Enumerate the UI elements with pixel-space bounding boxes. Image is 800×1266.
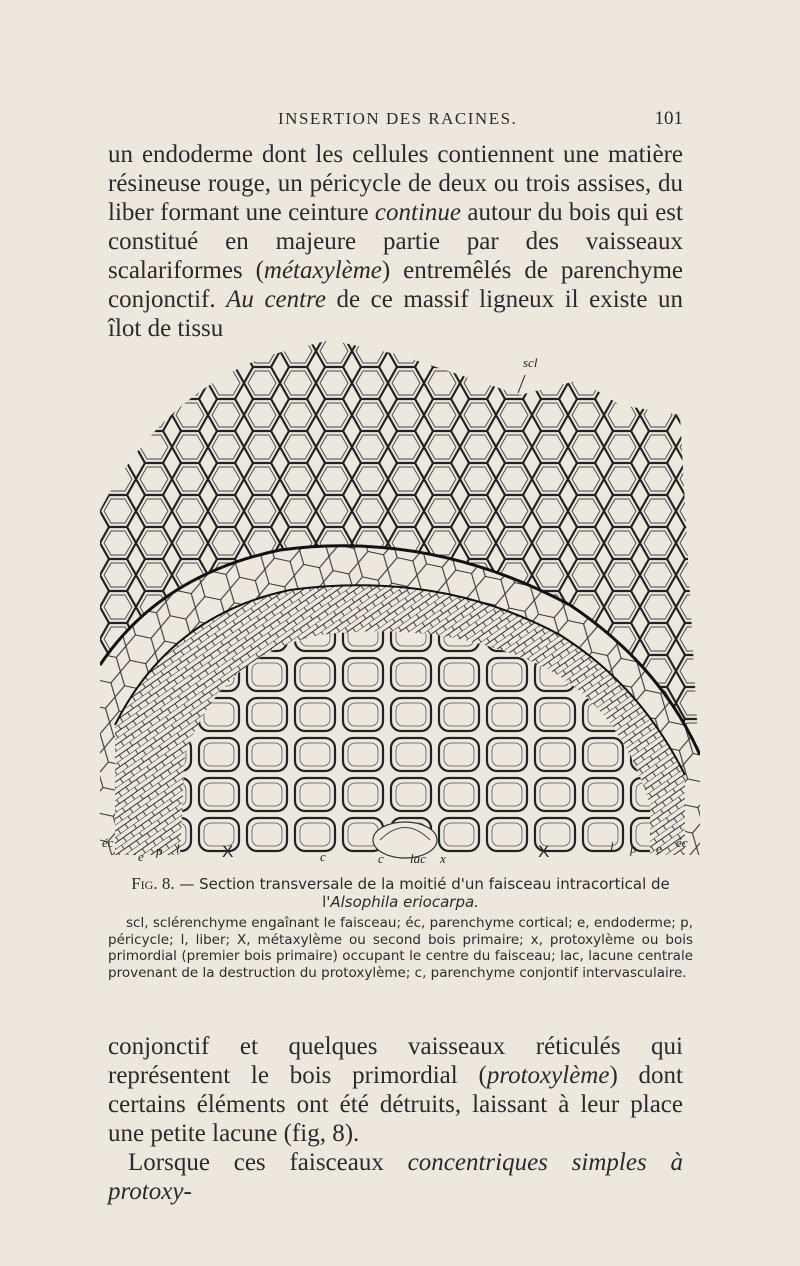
label-l-right: l bbox=[610, 839, 614, 854]
figure-number: Fig. 8. bbox=[131, 874, 175, 893]
label-c-1: c bbox=[320, 849, 326, 864]
text-run: ) dont certains éléments ont été détruits, laissant à leur place une petite lacune (fig, 8). bbox=[108, 1062, 683, 1147]
figure-caption bbox=[108, 875, 693, 981]
emphasis-run: concentriques simples à protoxy- bbox=[108, 1149, 684, 1205]
page-header bbox=[108, 108, 683, 130]
tissue-layers bbox=[100, 335, 700, 865]
page-number: 101 bbox=[654, 108, 683, 129]
label-p-right: p bbox=[630, 841, 637, 856]
label-ec-right: éc bbox=[676, 835, 688, 850]
label-e-left: e bbox=[138, 849, 144, 864]
figure-cross-section bbox=[100, 335, 700, 865]
text-run: conjonctif et quelques vaisseaux réticulés qui représentent le bois primordial ( bbox=[108, 1033, 683, 1089]
emphasis-run: continue bbox=[374, 199, 462, 226]
caption-title bbox=[108, 875, 693, 911]
label-l-left: l bbox=[176, 841, 180, 856]
text-run: ) entremêlés de parenchyme conjonctif. bbox=[108, 257, 683, 313]
label-scl: scl bbox=[523, 355, 538, 370]
label-c-2: c bbox=[378, 851, 384, 865]
label-x: x bbox=[440, 851, 446, 865]
cross-section-illustration bbox=[100, 335, 700, 865]
emphasis-run: Au centre bbox=[226, 286, 326, 313]
running-head: INSERTION DES RACINES. bbox=[278, 109, 518, 128]
label-X-left: X bbox=[222, 842, 234, 861]
label-leader bbox=[518, 375, 525, 393]
emphasis-run: protoxylème bbox=[486, 1062, 610, 1089]
text-run: autour du bois qui est constitué en majeure partie par des vaisseaux scalariformes ( bbox=[108, 199, 683, 284]
caption-legend: scl, sclérenchyme engaînant le faisceau; éc, parenchyme cortical; e, endoderme; p, péricycle; l, liber; X, métaxylème ou second bois primaire; x, protoxylème ou bois primordial (premier bois primaire) occupant le centre du faisceau; lac, lacune centrale provenant de la destruction du protoxylème; c, parenchyme conjontif intervasculaire. bbox=[108, 915, 693, 981]
label-X-right: X bbox=[538, 842, 550, 861]
label-p-left: p bbox=[156, 843, 163, 858]
caption-title-text: — Section transversale de la moitié d'un faisceau intracortical de l' bbox=[174, 875, 670, 911]
emphasis-run: métaxylème bbox=[263, 257, 382, 284]
text-run: de ce massif ligneux il existe un îlot de tissu bbox=[108, 286, 683, 342]
label-ec-left: éc bbox=[102, 835, 114, 850]
species-name: Alsophila eriocarpa. bbox=[330, 893, 479, 911]
text-run: Lorsque ces faisceaux bbox=[128, 1149, 408, 1176]
label-e-right: e bbox=[656, 841, 662, 856]
top-paragraph bbox=[108, 140, 683, 343]
text-run: un endoderme dont les cellules contiennent une matière résineuse rouge, un péricycle de deux ou trois assises, du liber formant une ceinture bbox=[108, 141, 683, 226]
label-lac: lac bbox=[410, 851, 426, 865]
bottom-paragraph bbox=[108, 1032, 683, 1206]
